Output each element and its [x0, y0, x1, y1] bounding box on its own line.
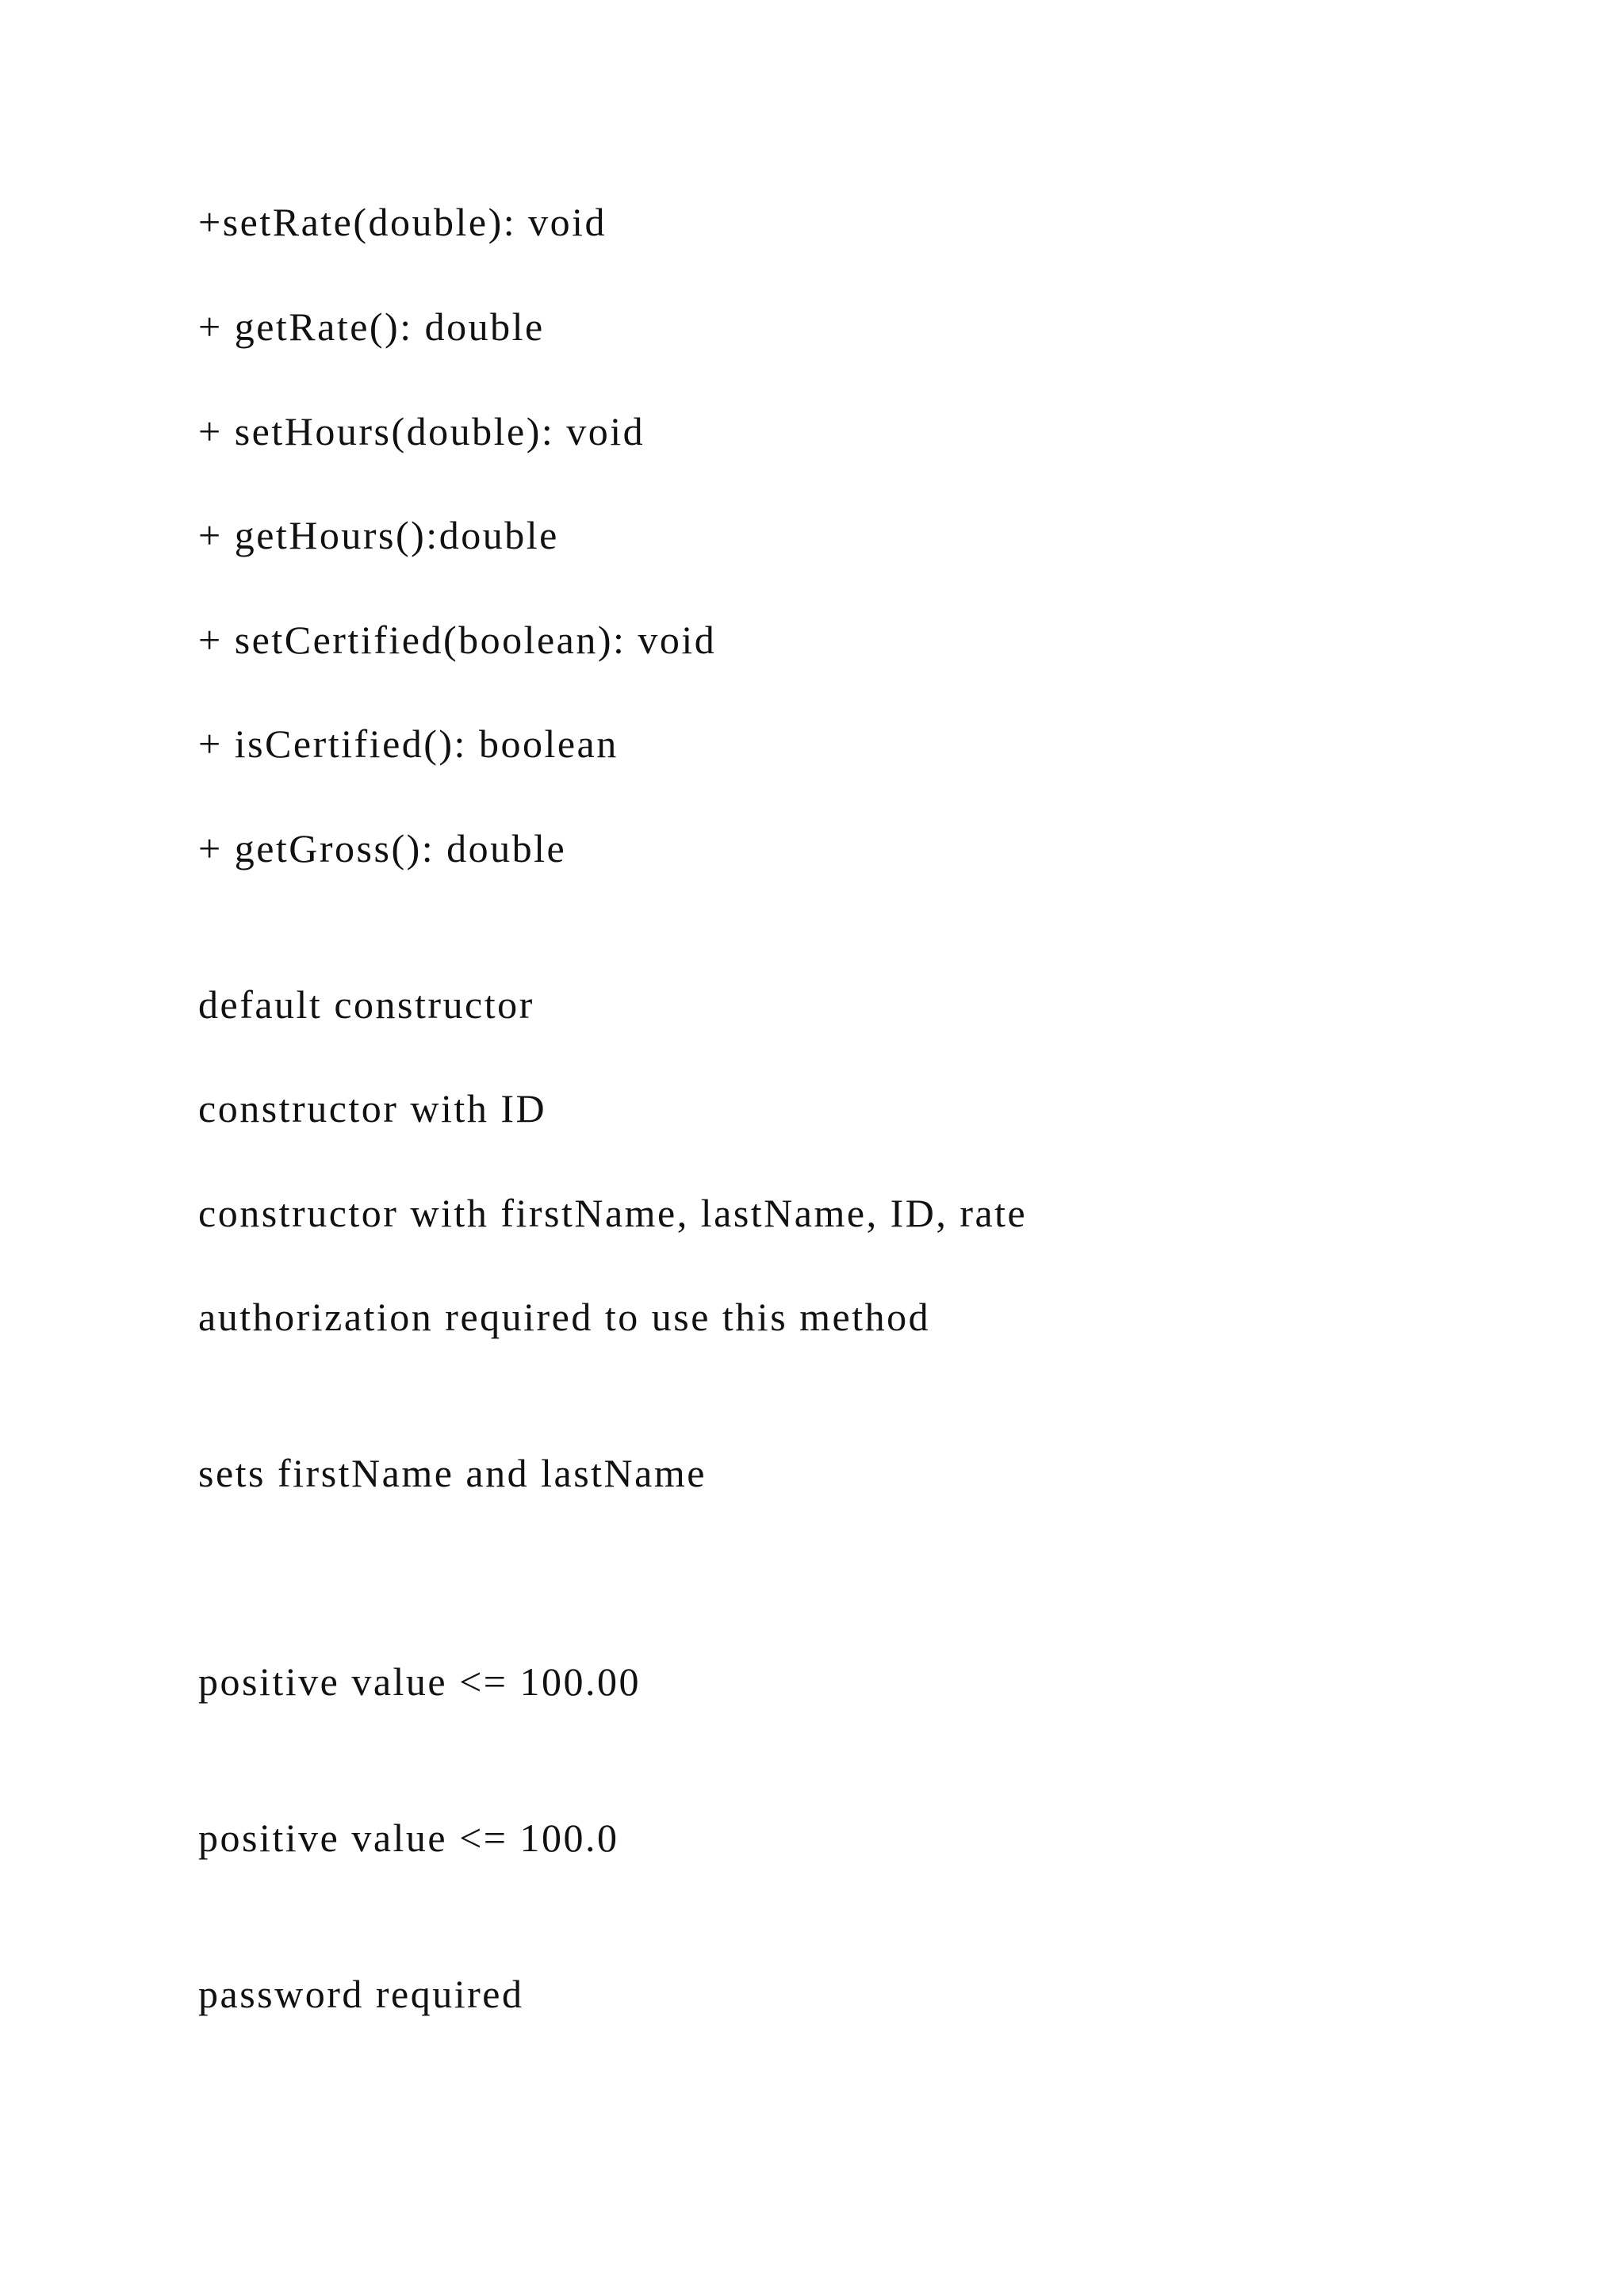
method-get-gross: + getGross(): double [198, 826, 567, 871]
note-password-required: password required [198, 1972, 524, 2016]
note-hours-limit: positive value <= 100.0 [198, 1816, 619, 1860]
note-default-constructor: default constructor [198, 982, 534, 1027]
note-sets-names: sets firstName and lastName [198, 1451, 707, 1495]
method-get-hours: + getHours():double [198, 513, 559, 557]
note-constructor-with-id: constructor with ID [198, 1086, 547, 1131]
method-get-rate: + getRate(): double [198, 304, 545, 349]
method-set-hours: + setHours(double): void [198, 409, 645, 453]
note-constructor-full: constructor with firstName, lastName, ID, rate [198, 1191, 1028, 1235]
method-set-certified: + setCertified(boolean): void [198, 618, 717, 662]
method-set-rate: +setRate(double): void [198, 200, 607, 244]
method-is-certified: + isCertified(): boolean [198, 721, 619, 766]
note-rate-limit: positive value <= 100.00 [198, 1659, 641, 1704]
note-authorization-required: authorization required to use this method [198, 1295, 931, 1339]
